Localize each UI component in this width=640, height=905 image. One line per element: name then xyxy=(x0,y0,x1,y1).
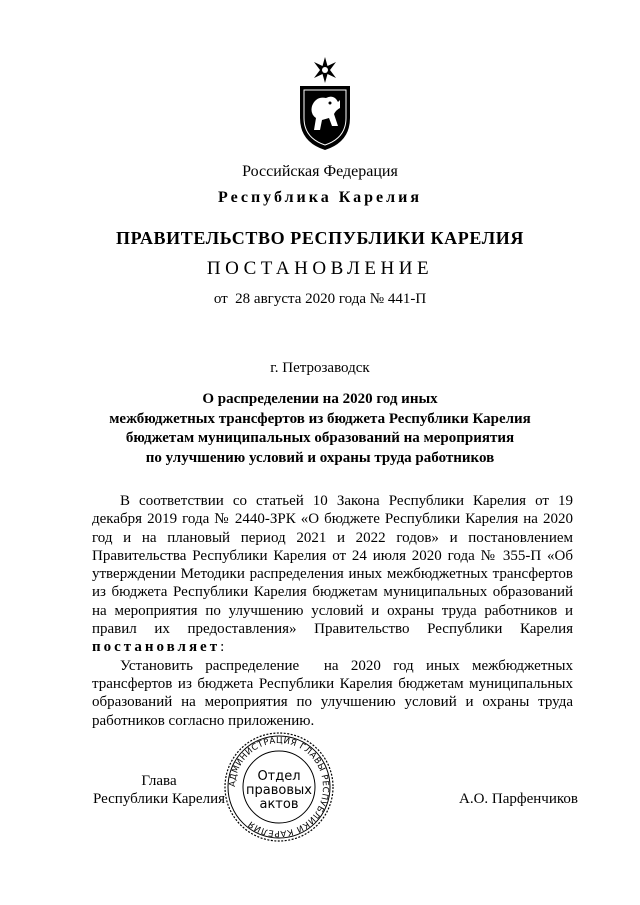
title-line: бюджетам муниципальных образований на мероприятия xyxy=(125,430,515,446)
resolution-word: постановляет xyxy=(92,639,221,656)
title-line: по улучшению условий и охраны труда работников xyxy=(145,449,495,466)
body-paragraph xyxy=(92,492,573,657)
government-heading: ПРАВИТЕЛЬСТВО РЕСПУБЛИКИ КАРЕЛИЯ xyxy=(116,228,524,248)
coat-of-arms-emblem xyxy=(296,56,354,152)
official-stamp xyxy=(222,730,336,844)
stamp-ring-text: АДМИНИСТРАЦИЯ ГЛАВЫ РЕСПУБЛИКИ КАРЕЛИЯ xyxy=(227,735,331,839)
title-line: межбюджетных трансфертов из бюджета Республики Карелия xyxy=(109,410,531,427)
title-line: О распределении на 2020 год иных xyxy=(202,391,438,407)
body-paragraph: Установить распределение на 2020 год иных межбюджетных трансфертов из бюджета Республики Карелия бюджетам муниципальных образований на мероприятия по улучшению условий и охраны труда работников согласно приложению. xyxy=(92,657,577,729)
signatory-title xyxy=(92,773,226,808)
signatory-title-line: Глава xyxy=(141,773,177,789)
document-title xyxy=(0,390,640,468)
colon: : xyxy=(220,639,225,656)
stamp-line: Отдел xyxy=(257,769,301,784)
signatory-name: А.О. Парфенчиков xyxy=(459,791,578,807)
document-body xyxy=(92,492,577,730)
republic-name: Республика Карелия xyxy=(218,189,422,206)
preamble-text: В соответствии со статьей 10 Закона Республики Карелия от 19 декабря 2019 года № 2440-ЗРК «О бюджете Республики Карелия на 2020 год и на плановый период 2021 и 2022 годов» и постановлением Правительства Республики Карелия от 24 июля 2020 года № 355-П «Об утверждении Методики распределения иных межбюджетных трансфертов из бюджета Республики Карелия бюджетам муниципальных образований на мероприятия по улучшению условий и охраны труда работников и правил их предоставления» Правительство Республики Карелия xyxy=(92,493,573,638)
stamp-line: правовых xyxy=(246,783,312,798)
stamp-line: актов xyxy=(259,797,299,812)
document-date-number: от 28 августа 2020 года № 441-П xyxy=(213,291,427,307)
city-name: г. Петрозаводск xyxy=(270,360,370,376)
signatory-title-line: Республики Карелия xyxy=(92,790,226,807)
country-name: Российская Федерация xyxy=(242,163,398,180)
document-type: ПОСТАНОВЛЕНИЕ xyxy=(206,258,434,279)
